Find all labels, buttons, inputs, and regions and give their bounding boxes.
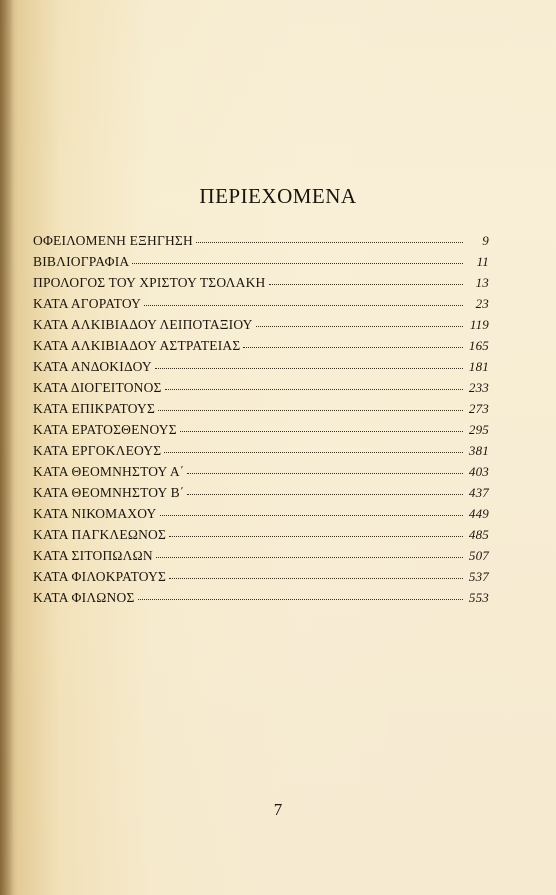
- toc-entry-title: ΚΑΤΑ ΘΕΟΜΝΗΣΤΟΥ Α΄: [33, 464, 185, 479]
- dot-leader: [165, 388, 463, 390]
- toc-entry: [33, 548, 489, 569]
- toc-entry-title: ΚΑΤΑ ΘΕΟΜΝΗΣΤΟΥ Β΄: [33, 485, 185, 500]
- toc-entry: [33, 527, 489, 548]
- toc-entry-page: 165: [468, 338, 489, 353]
- toc-entry-title: ΚΑΤΑ ΕΡΓΟΚΛΕΟΥΣ: [33, 443, 162, 458]
- toc-entry: [33, 485, 489, 506]
- toc-entry-page: 537: [468, 569, 489, 584]
- toc-entry-page: 233: [468, 380, 489, 395]
- toc-entry-title: ΚΑΤΑ ΔΙΟΓΕΙΤΟΝΟΣ: [33, 380, 162, 395]
- toc-entry-title: ΚΑΤΑ ΑΝΔΟΚΙΔΟΥ: [33, 359, 152, 374]
- toc-entry: [33, 401, 489, 422]
- toc-entry: [33, 254, 489, 275]
- toc-entry: [33, 233, 489, 254]
- toc-entry: [33, 590, 489, 611]
- dot-leader: [144, 304, 463, 306]
- toc-entry: [33, 422, 489, 443]
- dot-leader: [243, 346, 463, 348]
- toc-entry-title: ΚΑΤΑ ΕΡΑΤΟΣΘΕΝΟΥΣ: [33, 422, 177, 437]
- page-title: ΠΕΡΙΕΧΟΜΕΝΑ: [199, 184, 357, 208]
- toc-entry: [33, 296, 489, 317]
- toc-entry-page: 119: [469, 317, 489, 332]
- toc-entry-page: 23: [475, 296, 489, 311]
- toc-entry-title: ΚΑΤΑ ΑΓΟΡΑΤΟΥ: [33, 296, 142, 311]
- toc-entry-title: ΚΑΤΑ ΝΙΚΟΜΑΧΟΥ: [33, 506, 157, 521]
- toc-entry-page: 403: [468, 464, 489, 479]
- dot-leader: [187, 472, 463, 474]
- dot-leader: [169, 577, 463, 579]
- toc-entry-page: 507: [468, 548, 489, 563]
- toc-entry: [33, 359, 489, 380]
- toc-entry-title: ΚΑΤΑ ΣΙΤΟΠΩΛΩΝ: [33, 548, 153, 563]
- toc-entry-page: 449: [468, 506, 489, 521]
- dot-leader: [132, 262, 463, 264]
- dot-leader: [155, 367, 463, 369]
- toc-entry-title: ΟΦΕΙΛΟΜΕΝΗ ΕΞΗΓΗΣΗ: [33, 233, 193, 248]
- toc-entry: [33, 317, 489, 338]
- dot-leader: [164, 451, 463, 453]
- dot-leader: [169, 535, 463, 537]
- dot-leader: [160, 514, 463, 516]
- toc-entry: [33, 569, 489, 590]
- dot-leader: [156, 556, 463, 558]
- toc-entry-title: ΠΡΟΛΟΓΟΣ ΤΟΥ ΧΡΙΣΤΟΥ ΤΣΟΛΑΚΗ: [33, 275, 266, 290]
- toc-entry-title: ΚΑΤΑ ΕΠΙΚΡΑΤΟΥΣ: [33, 401, 156, 416]
- dot-leader: [180, 430, 463, 432]
- toc-entry-page: 485: [468, 527, 489, 542]
- toc-entry-page: 9: [482, 233, 489, 248]
- toc-entry-title: ΚΑΤΑ ΦΙΛΟΚΡΑΤΟΥΣ: [33, 569, 167, 584]
- spine-shadow: [0, 0, 14, 895]
- toc-entry: [33, 275, 489, 296]
- toc-entry: [33, 464, 489, 485]
- table-of-contents: [33, 233, 489, 611]
- toc-entry: [33, 380, 489, 401]
- toc-entry-page: 181: [468, 359, 489, 374]
- toc-entry-title: ΚΑΤΑ ΦΙΛΩΝΟΣ: [33, 590, 135, 605]
- toc-entry-title: ΚΑΤΑ ΠΑΓΚΛΕΩΝΟΣ: [33, 527, 167, 542]
- page-number: 7: [273, 800, 283, 819]
- toc-entry-page: 13: [475, 275, 489, 290]
- toc-entry-page: 553: [468, 590, 489, 605]
- dot-leader: [256, 325, 463, 327]
- toc-entry: [33, 443, 489, 464]
- toc-entry-page: 11: [476, 254, 489, 269]
- toc-entry-page: 381: [468, 443, 489, 458]
- toc-entry-title: ΒΙΒΛΙΟΓΡΑΦΙΑ: [33, 254, 130, 269]
- toc-entry-page: 437: [468, 485, 489, 500]
- dot-leader: [138, 598, 463, 600]
- dot-leader: [196, 241, 463, 243]
- toc-entry-title: ΚΑΤΑ ΑΛΚΙΒΙΑΔΟΥ ΛΕΙΠΟΤΑΞΙΟΥ: [33, 317, 253, 332]
- toc-entry: [33, 338, 489, 359]
- toc-entry: [33, 506, 489, 527]
- toc-entry-title: ΚΑΤΑ ΑΛΚΙΒΙΑΔΟΥ ΑΣΤΡΑΤΕΙΑΣ: [33, 338, 241, 353]
- dot-leader: [187, 493, 463, 495]
- dot-leader: [269, 283, 463, 285]
- toc-entry-page: 273: [468, 401, 489, 416]
- dot-leader: [158, 409, 463, 411]
- toc-entry-page: 295: [468, 422, 489, 437]
